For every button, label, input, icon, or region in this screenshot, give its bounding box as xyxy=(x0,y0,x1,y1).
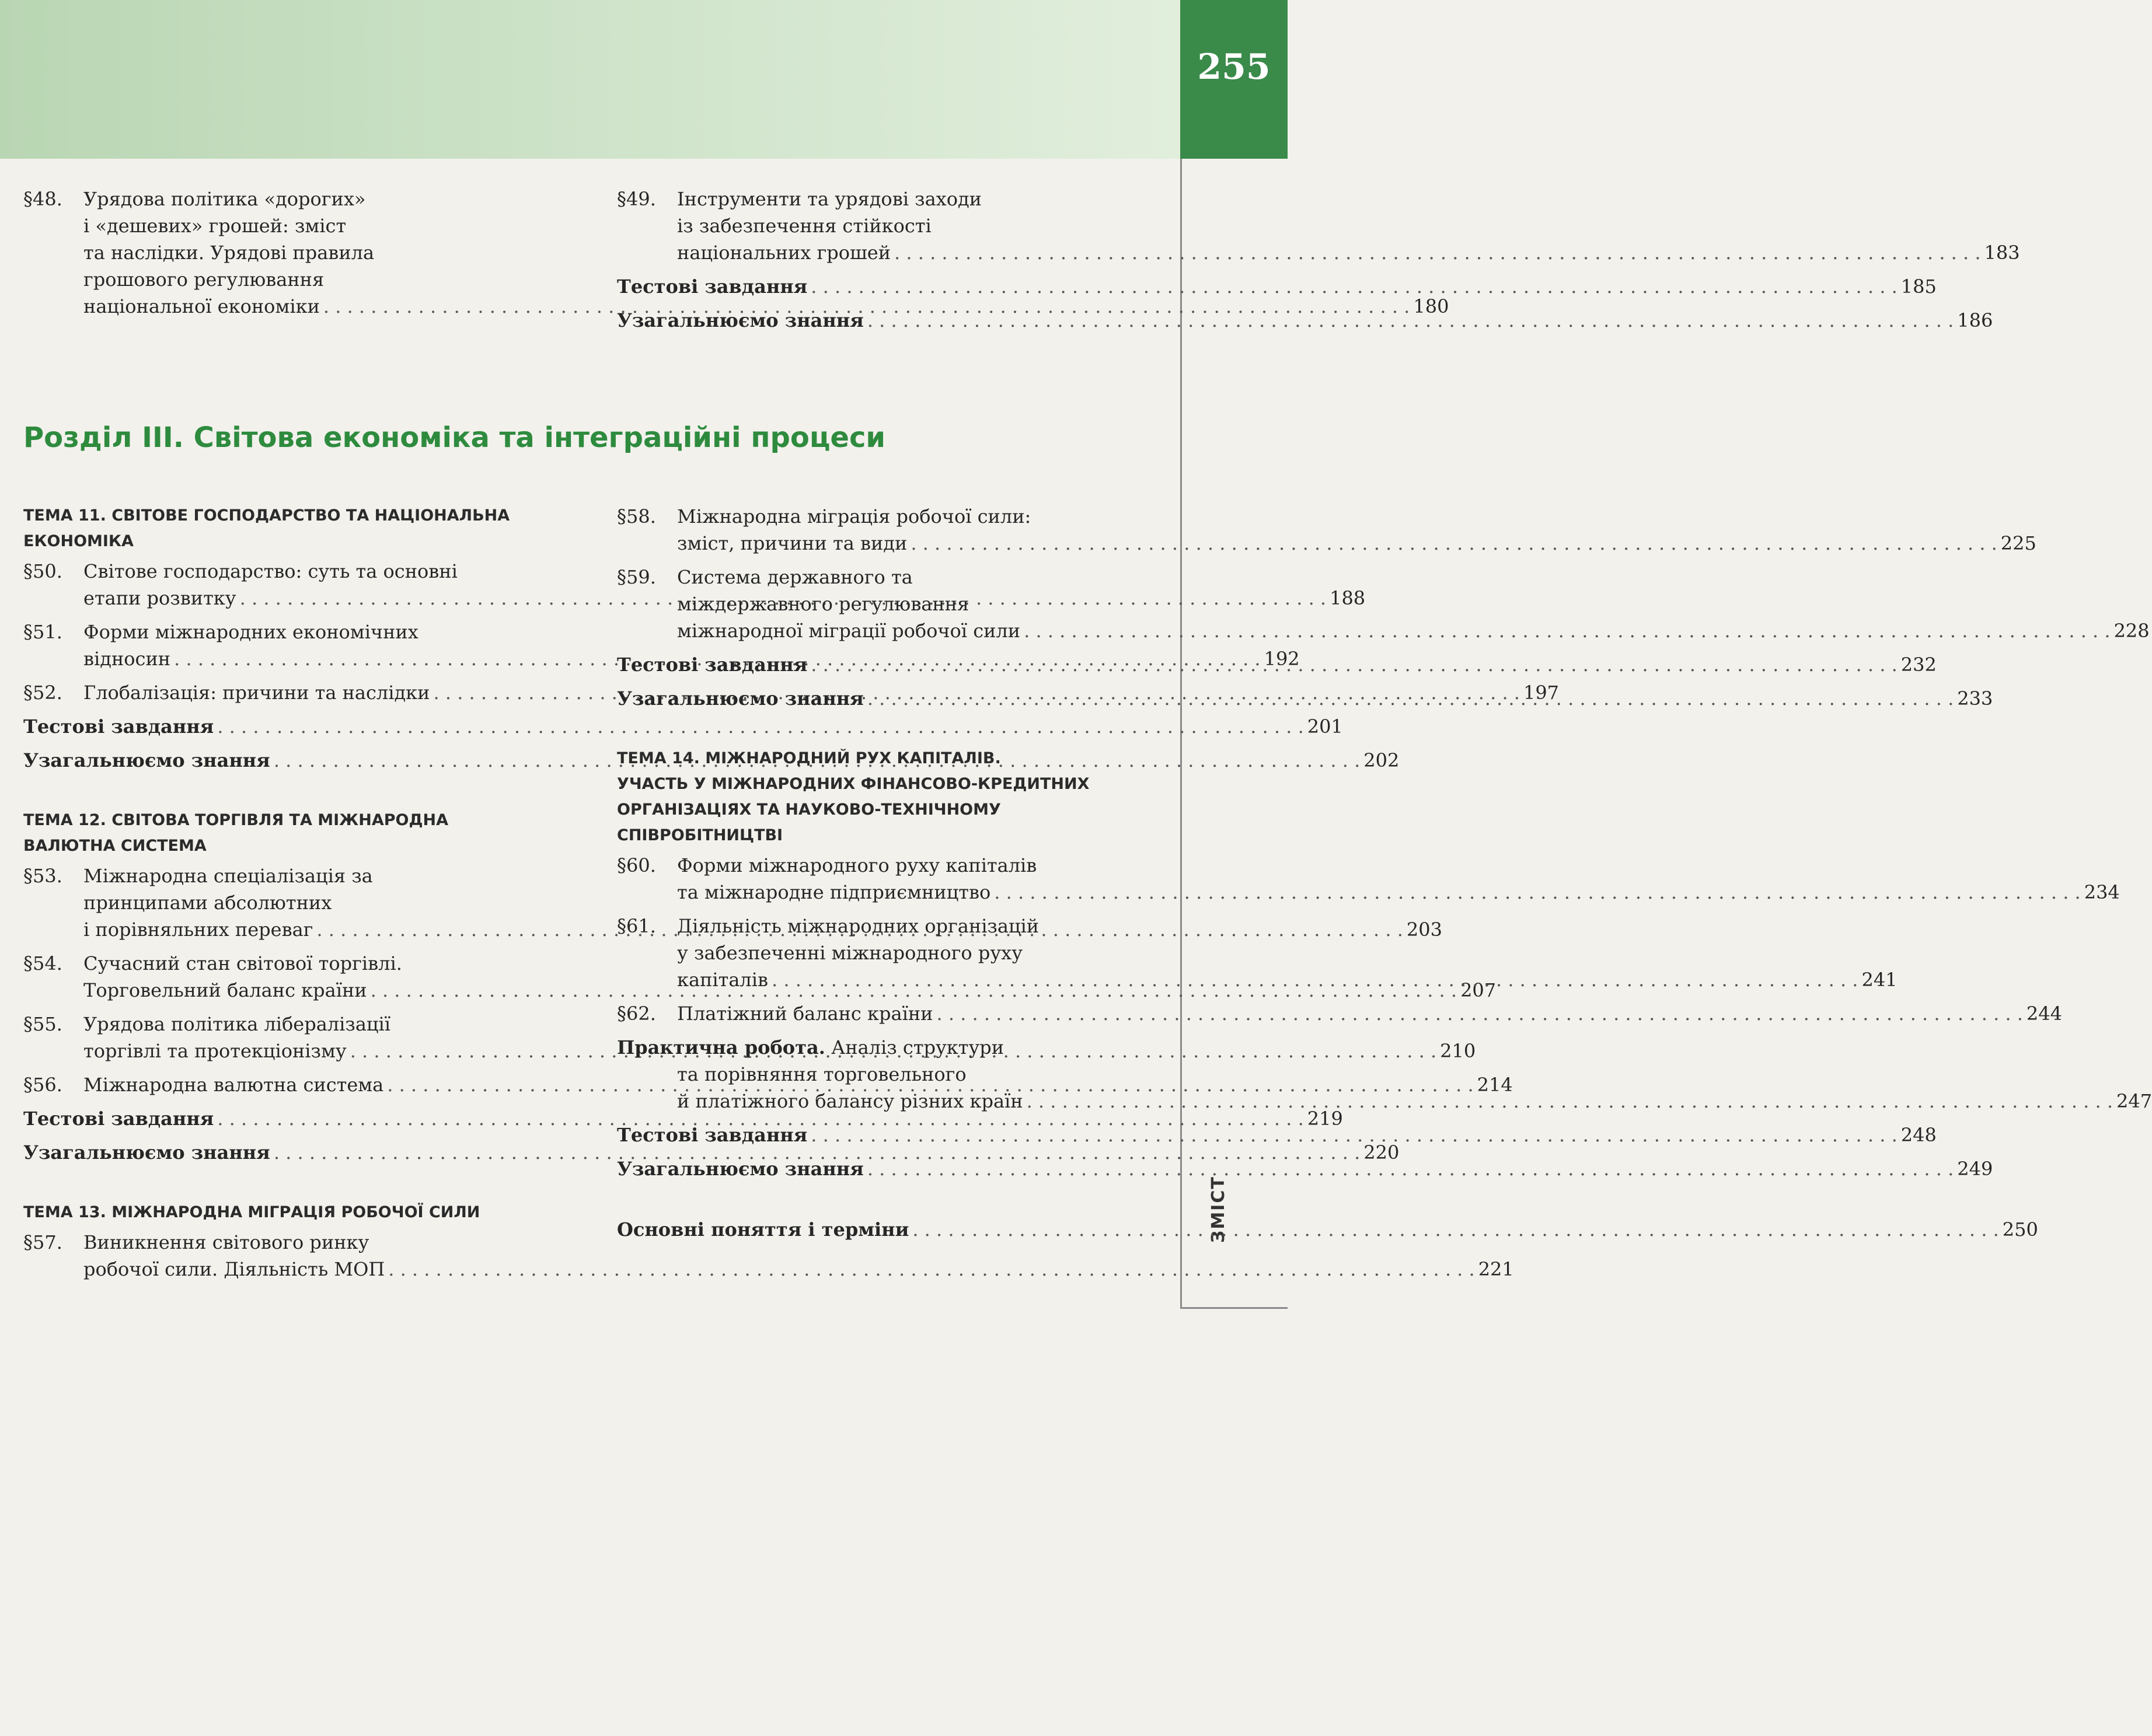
page-ref: 232 xyxy=(1900,654,1937,676)
summary-label: Тестові завдання xyxy=(23,715,214,738)
summary-label: Тестові завдання xyxy=(617,1124,808,1146)
entry-line: Торговельний баланс країни xyxy=(83,979,367,1001)
entry-number: §56. xyxy=(23,1074,62,1096)
leader-dots xyxy=(867,1155,1954,1182)
page-ref: 248 xyxy=(1900,1124,1937,1146)
entry-number: §49. xyxy=(617,188,656,210)
summary-label: Узагальнюємо знання xyxy=(617,309,864,331)
entry-line: робочої сили. Діяльність МОП xyxy=(83,1258,385,1280)
toc-entry-58[interactable] xyxy=(617,503,2036,557)
summary-label: Узагальнюємо знання xyxy=(617,1158,864,1180)
entry-number: §53. xyxy=(23,865,62,887)
toc-entry-49[interactable] xyxy=(617,186,2020,266)
entry-line: національної економіки xyxy=(83,295,320,317)
entry-line: капіталів xyxy=(677,969,768,991)
entry-line: Інструменти та урядові заходи xyxy=(677,188,982,210)
page-ref: 244 xyxy=(2026,1003,2062,1025)
summary-label: Узагальнюємо знання xyxy=(23,1141,270,1164)
toc-glossary[interactable] xyxy=(617,1216,2038,1243)
entry-number: §55. xyxy=(23,1013,62,1035)
entry-line: Міжнародна спеціалізація за xyxy=(83,865,373,887)
leader-dots xyxy=(867,307,1954,334)
page-ref: 201 xyxy=(1307,715,1343,738)
page-ref: 202 xyxy=(1363,749,1400,771)
entry-line: і порівняльних переваг xyxy=(83,918,313,941)
entry-line: міжнародної міграції робочої сили xyxy=(677,620,1021,642)
summary-label: Тестові завдання xyxy=(23,1108,214,1130)
entry-number: §62. xyxy=(617,1003,656,1025)
leader-dots xyxy=(772,966,1858,993)
leader-dots xyxy=(894,239,1980,266)
spacer xyxy=(617,719,1149,746)
toc-summary[interactable] xyxy=(617,307,1993,334)
entry-line: і «дешевих» грошей: зміст xyxy=(83,215,347,237)
page-ref: 186 xyxy=(1957,309,1993,331)
header-band xyxy=(0,0,1180,159)
leader-dots xyxy=(811,273,1897,300)
page-ref: 247 xyxy=(2116,1090,2152,1112)
page-ref: 234 xyxy=(2084,881,2120,903)
entry-line: грошового регулювання xyxy=(83,268,325,291)
entry-number: §50. xyxy=(23,560,62,582)
entry-line: Форми міжнародного руху капіталів xyxy=(677,854,1037,876)
topic-title-line: ОРГАНІЗАЦІЯХ ТА НАУКОВО-ТЕХНІЧНОМУ xyxy=(617,801,1001,819)
entry-line: Платіжний баланс країни xyxy=(677,1003,933,1025)
toc-entry-62[interactable] xyxy=(617,1000,2062,1027)
entry-number: §54. xyxy=(23,952,62,974)
entry-line: у забезпеченні міжнародного руху xyxy=(677,942,1023,964)
section-title: Розділ ІІІ. Світова економіка та інтеграційні процеси xyxy=(23,421,886,454)
leader-dots xyxy=(811,1122,1897,1148)
entry-line: Глобалізація: причини та наслідки xyxy=(83,682,430,704)
page-ref: 241 xyxy=(1861,969,1898,991)
entry-number: §58. xyxy=(617,505,656,528)
entry-line: Світове господарство: суть та основні xyxy=(83,560,458,582)
toc-summary[interactable] xyxy=(23,1139,1400,1166)
leader-dots xyxy=(867,685,1954,712)
topic-12-title xyxy=(23,808,556,859)
entry-line: Виникнення світового ринку xyxy=(83,1231,369,1253)
topic-title-line: ТЕМА 12. СВІТОВА ТОРГІВЛЯ ТА МІЖНАРОДНА xyxy=(23,811,448,829)
entry-line: та наслідки. Урядові правила xyxy=(83,242,375,264)
entry-line: та міжнародне підприємництво xyxy=(677,881,991,903)
summary-label: Основні поняття і терміни xyxy=(617,1218,909,1241)
page-ref: 220 xyxy=(1363,1141,1400,1164)
entry-line: зміст, причини та види xyxy=(677,532,908,554)
entry-line: принципами абсолютних xyxy=(83,892,332,914)
entry-number: §48. xyxy=(23,188,62,210)
entry-line: торгівлі та протекціонізму xyxy=(83,1040,347,1062)
entry-line: та порівняння торговельного xyxy=(677,1063,967,1085)
leader-dots xyxy=(994,879,2080,906)
leader-dots xyxy=(811,651,1897,678)
summary-label: Узагальнюємо знання xyxy=(23,749,270,771)
page-ref: 192 xyxy=(1264,648,1300,670)
leader-dots xyxy=(388,1256,1474,1283)
entry-line: із забезпечення стійкості xyxy=(677,215,932,237)
page-ref: 214 xyxy=(1477,1074,1513,1096)
topic-title-line: ТЕМА 14. МІЖНАРОДНИЙ РУХ КАПІТАЛІВ. xyxy=(617,749,1001,767)
toc-entry-60[interactable] xyxy=(617,852,2120,906)
topic-14-title xyxy=(617,746,1149,848)
summary-label: Тестові завдання xyxy=(617,654,808,676)
page-ref: 180 xyxy=(1413,295,1449,317)
practical-label: Практична робота. xyxy=(617,1036,825,1059)
page-ref: 219 xyxy=(1307,1108,1343,1130)
page-ref: 249 xyxy=(1957,1158,1993,1180)
page-ref: 207 xyxy=(1460,979,1497,1001)
topic-title-line: ТЕМА 13. МІЖНАРОДНА МІГРАЦІЯ РОБОЧОЇ СИЛИ xyxy=(23,1203,480,1221)
entry-number: §51. xyxy=(23,621,62,643)
topic-title-line: ТЕМА 11. СВІТОВЕ ГОСПОДАРСТВО ТА НАЦІОНАЛЬНА xyxy=(23,507,510,525)
topic-title-line: СПІВРОБІТНИЦТВІ xyxy=(617,826,783,844)
spacer xyxy=(23,1173,556,1200)
page-ref: 203 xyxy=(1406,918,1442,941)
entry-number: §61. xyxy=(617,915,656,937)
practical-title: Аналіз структури xyxy=(825,1036,1005,1059)
leader-dots xyxy=(1024,617,2110,644)
page-ref: 183 xyxy=(1984,242,2020,264)
entry-line: Система державного та xyxy=(677,566,913,588)
page-ref: 233 xyxy=(1957,687,1993,710)
topic-11-title xyxy=(23,503,556,554)
leader-dots xyxy=(1027,1088,2113,1115)
topic-title-line: ЕКОНОМІКА xyxy=(23,532,134,550)
entry-line: національних грошей xyxy=(677,242,891,264)
leader-dots xyxy=(911,530,1997,557)
topic-13-title xyxy=(23,1200,556,1225)
page-ref: 221 xyxy=(1478,1258,1514,1280)
entry-line: міждержавного регулювання xyxy=(677,593,969,615)
entry-line: Урядова політика «дорогих» xyxy=(83,188,366,210)
entry-line: етапи розвитку xyxy=(83,587,236,609)
page-ref: 210 xyxy=(1440,1040,1476,1062)
entry-line: Діяльність міжнародних організацій xyxy=(677,915,1040,937)
toc-tests[interactable] xyxy=(23,1105,1343,1132)
summary-label: Тестові завдання xyxy=(617,275,808,298)
leader-dots xyxy=(936,1000,2022,1027)
toc-tests[interactable] xyxy=(617,273,1937,300)
toc-tests[interactable] xyxy=(23,713,1343,740)
entry-number: §60. xyxy=(617,854,656,876)
page-ref: 188 xyxy=(1330,587,1366,609)
spacer xyxy=(23,781,556,808)
entry-number: §59. xyxy=(617,566,656,588)
toc-tests[interactable] xyxy=(617,1122,1937,1148)
page-number: 255 xyxy=(1197,47,1271,88)
entry-line: й платіжного балансу різних країн xyxy=(677,1090,1023,1112)
side-rule-foot xyxy=(1180,1307,1288,1309)
topic-title-line: УЧАСТЬ У МІЖНАРОДНИХ ФІНАНСОВО-КРЕДИТНИХ xyxy=(617,775,1090,793)
entry-line: Урядова політика лібералізації xyxy=(83,1013,390,1035)
entry-number: §57. xyxy=(23,1231,62,1253)
page-ref: 185 xyxy=(1900,275,1937,298)
entry-line: Міжнародна міграція робочої сили: xyxy=(677,505,1031,528)
leader-dots xyxy=(912,1216,1998,1243)
topic-title-line: ВАЛЮТНА СИСТЕМА xyxy=(23,837,207,855)
side-label: ЗМІСТ xyxy=(1208,1176,1229,1243)
toc-summary[interactable] xyxy=(617,1155,1993,1182)
entry-line: Міжнародна валютна система xyxy=(83,1074,384,1096)
entry-line: Форми міжнародних економічних xyxy=(83,621,418,643)
page-ref: 228 xyxy=(2113,620,2150,642)
page-ref: 250 xyxy=(2002,1218,2038,1241)
page-ref: 197 xyxy=(1523,682,1560,704)
entry-number: §52. xyxy=(23,682,62,704)
page-ref: 225 xyxy=(2000,532,2036,554)
entry-line: відносин xyxy=(83,648,171,670)
spacer xyxy=(617,1189,1149,1216)
summary-label: Узагальнюємо знання xyxy=(617,687,864,710)
entry-line: Сучасний стан світової торгівлі. xyxy=(83,952,402,974)
